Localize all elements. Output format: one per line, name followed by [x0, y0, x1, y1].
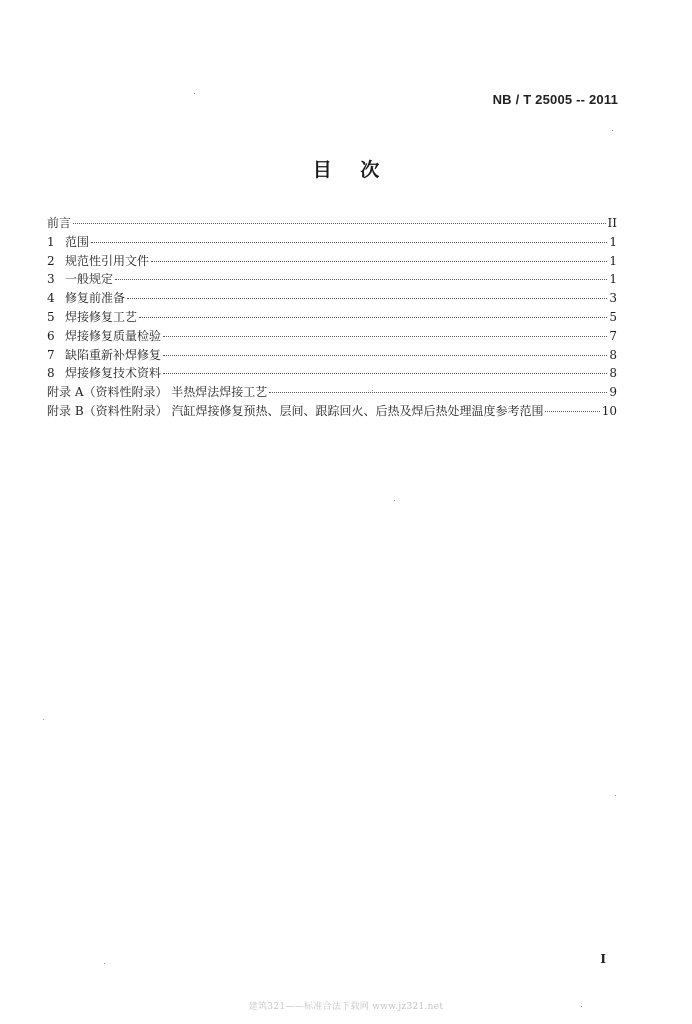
- toc-entry-page: 10: [601, 403, 617, 418]
- scan-speck: [194, 93, 195, 94]
- toc-entry-number: 8: [47, 366, 55, 381]
- toc-entry-number: 7: [47, 347, 55, 362]
- standard-number: NB / T 25005 -- 2011: [492, 92, 618, 107]
- toc-entry-label: 焊接修复技术资料: [65, 366, 162, 381]
- toc-entry-number: 1: [47, 234, 55, 249]
- dot-leader: [73, 214, 606, 224]
- dot-leader: [151, 252, 607, 262]
- scan-speck: [372, 390, 373, 391]
- toc-entry-label: 附录 A（资料性附录） 半热焊法焊接工艺: [47, 385, 268, 400]
- toc-entry-number: 3: [47, 272, 55, 287]
- toc-entry-label: 附录 B（资料性附录） 汽缸焊接修复预热、层间、跟踪回火、后热及焊后热处理温度参考范围: [47, 403, 544, 418]
- toc-entry-page: 1: [609, 253, 617, 268]
- toc-entry-page: 5: [609, 309, 617, 324]
- toc-entry-number: 4: [47, 291, 55, 306]
- page-number: I: [600, 952, 606, 966]
- toc-entry-appendix-b[interactable]: [47, 402, 617, 421]
- toc-entry-appendix-a[interactable]: [47, 383, 617, 402]
- scan-speck: [43, 719, 44, 720]
- dot-leader: [139, 308, 607, 318]
- toc-entry-4[interactable]: [47, 289, 617, 308]
- dot-leader: [115, 270, 607, 280]
- toc-entry-8[interactable]: [47, 364, 617, 383]
- toc-entry-label: 一般规定: [65, 272, 114, 287]
- toc-entry-page: 3: [609, 291, 617, 306]
- toc-entry-label: 前言: [47, 216, 72, 230]
- dot-leader: [545, 402, 599, 412]
- dot-leader: [269, 383, 607, 393]
- scan-speck: [612, 130, 613, 131]
- toc-entry-page: 8: [609, 366, 617, 381]
- toc-entry-page: 1: [609, 272, 617, 287]
- toc-entry-page: 9: [609, 385, 617, 400]
- toc-entry-1[interactable]: [47, 233, 617, 252]
- scan-speck: [394, 500, 395, 501]
- toc-entry-2[interactable]: [47, 252, 617, 271]
- toc-entry-label: 修复前准备: [65, 291, 126, 306]
- table-of-contents: [47, 214, 617, 421]
- scan-speck: [581, 1006, 582, 1007]
- toc-entry-label: 缺陷重新补焊修复: [65, 347, 162, 362]
- toc-entry-7[interactable]: [47, 346, 617, 365]
- toc-entry-5[interactable]: [47, 308, 617, 327]
- toc-entry-3[interactable]: [47, 270, 617, 289]
- toc-entry-foreword[interactable]: [47, 214, 617, 233]
- dot-leader: [163, 327, 607, 337]
- toc-title: 目 次: [312, 159, 380, 181]
- toc-entry-page: 7: [609, 328, 617, 343]
- dot-leader: [163, 364, 607, 374]
- watermark: 建筑321——标准合法下载网 www.jz321.net: [248, 1002, 444, 1012]
- toc-entry-label: 焊接修复质量检验: [65, 328, 162, 343]
- toc-entry-label: 焊接修复工艺: [65, 309, 138, 324]
- toc-entry-page: 8: [609, 347, 617, 362]
- dot-leader: [163, 346, 607, 356]
- scan-speck: [104, 963, 105, 964]
- toc-entry-label: 范围: [65, 234, 90, 249]
- dot-leader: [127, 289, 607, 299]
- toc-entry-page: 1: [609, 234, 617, 249]
- toc-entry-label: 规范性引用文件: [65, 253, 150, 268]
- toc-entry-number: 5: [47, 309, 55, 324]
- dot-leader: [91, 233, 607, 243]
- scan-speck: [615, 795, 616, 796]
- toc-entry-number: 6: [47, 328, 55, 343]
- toc-entry-number: 2: [47, 253, 55, 268]
- toc-entry-6[interactable]: [47, 327, 617, 346]
- toc-entry-page: II: [607, 216, 617, 230]
